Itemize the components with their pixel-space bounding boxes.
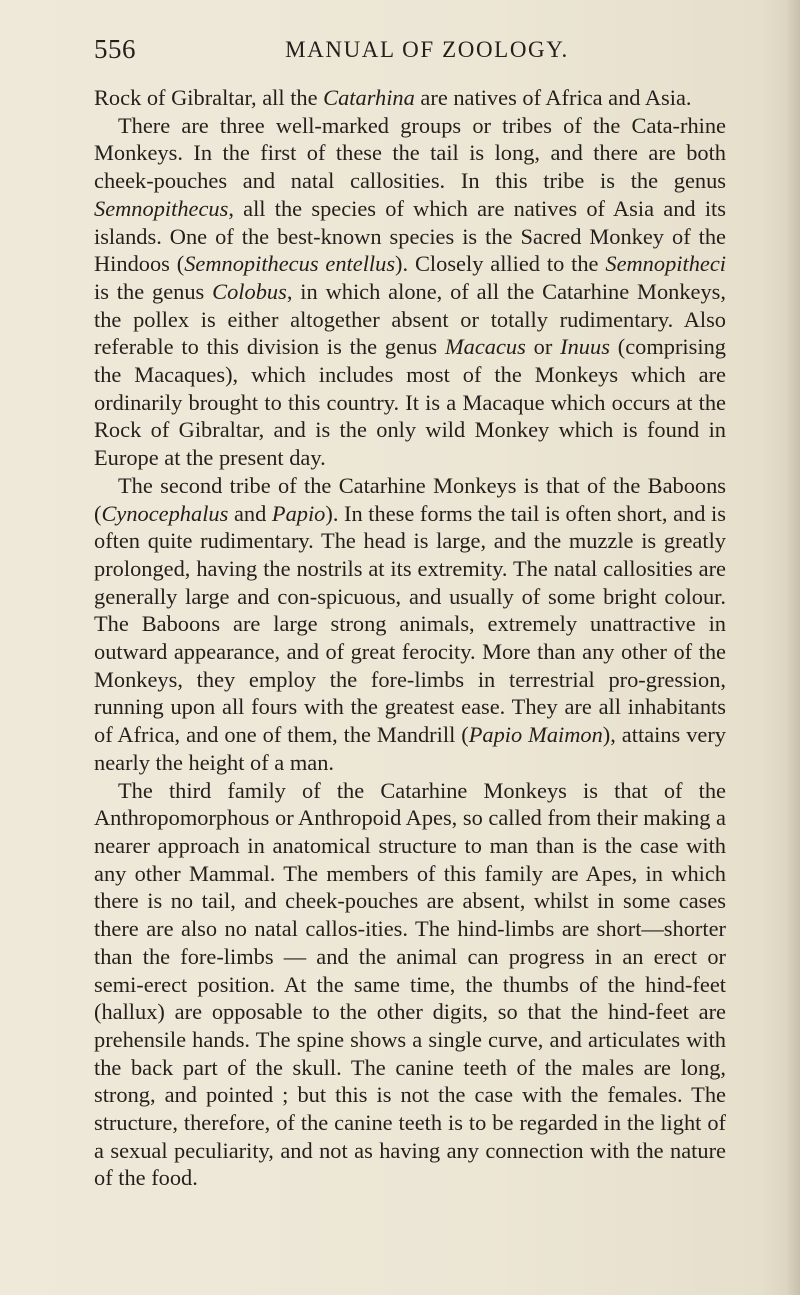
text-span: ). In these forms the tail is often short, and is often quite rudimentary. The head is large, and the muzzle is greatly prolonged, having the nostrils at its extremity. The natal callosities are generally large and con-spicuous, and usually of some bright colour. The Baboons are large strong animals, extremely unattractive in outward appearance, and of great ferocity. More than any other of the Monkeys, they employ the fore-limbs in terrestrial pro-gression, running upon all fours with the greatest ease. They are all inhabitants of Africa, and one of them, the Mandrill ( [94,500,726,748]
running-head: MANUAL OF ZOOLOGY. [285,37,569,62]
text-span: , all the species of which are natives of Asia and its islands. One of the best-known species is the Sacred Monkey of the Hindoos ( [94,195,726,277]
text-span: (comprising the Macaques), which includes most of the Monkeys which are ordinarily brought to this country. It is a Macaque which occurs at the Rock of Gibraltar, and is the only wild Monkey which is found in Europe at the present day. [94,334,726,471]
paragraph-4 [94,777,726,1193]
text-span: The third family of the Catarhine Monkeys is that of the Anthropomorphous or Anthropoid Apes, so called from their making a nearer approach in anatomical structure to man than is the case with any other Mammal. The members of this family are Apes, in which there is no tail, and cheek-pouches are absent, whilst in some cases there are also no natal callos-ities. The hind-limbs are short—shorter than the fore-limbs — and the animal can progress in an erect or semi-erect position. At the same time, the thumbs of the hind-feet (hallux) are opposable to the other digits, so that the hind-feet are prehensile hands. The spine shows a single curve, and articulates with the back part of the skull. The canine teeth of the males are long, strong, and pointed ; but this is not the case with the females. The structure, therefore, of the canine teeth is to be regarded in the light of a sexual peculiarity, and not as having any connection with the nature of the food. [94,777,726,1191]
taxon-name: Papio Maimon [468,722,603,748]
paragraph-1 [94,84,726,112]
text-span: are natives of Africa and Asia. [414,85,692,110]
text-span: or [525,334,561,360]
text-span: ), attains very nearly the height of a man. [94,722,727,775]
taxon-name: Semnopitheci [605,251,726,277]
page-edge-shadow [786,0,800,1295]
text-span: There are three well-marked groups or tribes of the Cata-rhine Monkeys. In the first of these the tail is long, and there are both cheek-pouches and natal callosities. In this tribe is the genus [94,112,726,194]
taxon-name: Papio [271,500,326,526]
taxon-name: Catarhina [323,85,415,110]
taxon-name: Macacus [444,334,526,360]
page-header [94,34,724,74]
taxon-name: Colobus [212,278,287,304]
text-span: and [228,500,272,526]
taxon-name: Cynocephalus [101,500,229,526]
text-span: , in which alone, of all the Catarhine Monkeys, the pollex is either altogether absent or totally rudimentary. Also referable to this division is the genus [94,278,726,360]
text-span: ). Closely allied to the [395,251,606,277]
taxon-name: Semnopithecus entellus [184,251,396,277]
text-span: Rock of Gibraltar, all the [94,85,324,110]
page-number: 556 [94,34,136,64]
paragraph-3 [94,472,726,777]
taxon-name: Semnopithecus [94,195,229,221]
text-span: is the genus [94,278,213,304]
taxon-name: Inuus [560,334,610,360]
text-span: The second tribe of the Catarhine Monkeys is that of the Baboons ( [94,472,726,526]
paragraph-2 [94,112,726,472]
body-text [94,84,726,1192]
